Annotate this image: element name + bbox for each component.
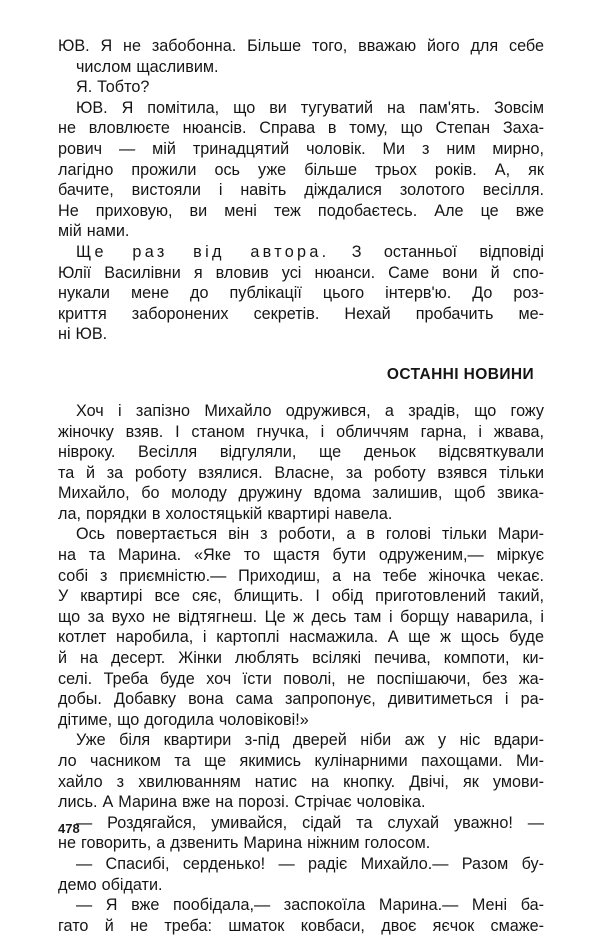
text-line: Я. Тобто? (76, 78, 150, 97)
dialogue-line: — Роздягайся, умивайся, сідай та слухай уважно! — (76, 813, 544, 832)
text-line: Хоч і запізно Михайло одружився, а зрадів, що гожу (76, 401, 544, 420)
spaced-emphasis: Ще раз від автора. (76, 242, 330, 261)
text-line: на та Марина. «Яке то щастя бути одруженим,— міркує (58, 546, 544, 565)
text-line: лагідно прожили ось уже більше трьох років. А, як (58, 160, 544, 179)
interview-ending (58, 36, 544, 242)
text-line: лись. А Марина вже на порозі. Стрічає чоловіка. (58, 793, 426, 812)
dialogue-line: — Я вже пообідала,— заспокоїла Марина.— Мені ба- (76, 896, 544, 915)
author-note (58, 242, 544, 345)
text-line: ло часником та ще якимись кулінарними пахощами. Ми- (58, 752, 544, 770)
text-line: хайло з хвилюванням натис на кнопку. Двічі, як умови- (58, 772, 544, 791)
text-line: криття заборонених секретів. Нехай пробачить ме- (58, 304, 544, 323)
text-line: собі з приємністю.— Приходиш, а на тебе жіночка чекає. (58, 566, 544, 585)
section-heading: ОСТАННІ НОВИНИ (386, 365, 534, 383)
text-line: Уже біля квартири з-під дверей ніби аж у ніс вдари- (76, 731, 544, 750)
text-fragment: З останньої відповіді (329, 242, 544, 261)
text-line: й на десерт. Жінки люблять всілякі печива, компоти, ки- (58, 649, 544, 668)
text-line: рович — мій тринадцятий чоловік. Ми з ним мирно, (58, 139, 544, 158)
text-line: ла, порядки в холостяцькій квартирі навела. (58, 504, 393, 523)
section-heading-wrap (58, 345, 544, 401)
text-line: селі. Треба буде хоч їсти поволі, не поспішаючи, без жа- (58, 669, 544, 688)
text-line: Михайло, бо молоду дружину вдома залишив, щоб звика- (58, 484, 544, 503)
text-line: ЮВ. Я не забобонна. Більше того, вважаю його для себе (58, 37, 544, 55)
dialogue-line: — Спасибі, серденько! — радіє Михайло.— Разом бу- (76, 854, 544, 873)
text-line (58, 242, 544, 263)
text-line: нукали мене до публікації цього інтерв'ю. До роз- (58, 284, 544, 303)
text-line: добы. Добавку вона сама запропонує, дивитиметься і ра- (58, 690, 544, 709)
text-line: нівроку. Весілля відгуляли, ще деньок відсвяткували (58, 443, 544, 462)
text-line: демо обідати. (58, 875, 163, 894)
text-line: не вловлюєте нюансів. Справа в тому, що Степан Заха- (58, 119, 544, 138)
text-line: не говорить, а дзвенить Марина ніжним голосом. (58, 834, 431, 853)
text-line: бачите, вистояли і навіть діждалися золотого весілля. (58, 181, 544, 200)
text-line: жіночку взяв. І станом гнучка, і обличчям гарна, і жвава, (58, 422, 544, 441)
text-line: гато й не треба: шматок ковбаси, двоє яєчок смаже- (58, 916, 544, 935)
text-line: У квартирі все сяє, блищить. І обід приготовлений такий, (58, 587, 544, 606)
text-line: що за вухо не відтягнеш. Це ж десь там і борщу наварила, і (58, 607, 544, 626)
text-line: Не приховую, ви мені теж подобаєтесь. Але це вже (58, 201, 544, 220)
text-line: Юлії Василівни я вловив усі нюанси. Саме вони й спо- (58, 263, 544, 282)
text-line: мій нами. (58, 222, 130, 241)
text-line: числом щасливим. (76, 57, 219, 76)
story-text (58, 401, 544, 936)
text-line: дітиме, що догодила чоловікові!» (58, 710, 309, 729)
text-line: ЮВ. Я помітила, що ви тугуватий на пам'ять. Зовсім (76, 98, 544, 117)
page-number: 478 (58, 821, 80, 836)
text-line: котлет наробила, і картоплі насмажила. А ще ж щось буде (58, 628, 544, 647)
text-line: та й за роботу взялися. Власне, за роботу взявся тільки (58, 463, 544, 482)
text-line: ні ЮВ. (58, 325, 108, 344)
text-line: Ось повертається він з роботи, а в голові тільки Мари- (76, 525, 544, 544)
book-page (58, 36, 544, 936)
